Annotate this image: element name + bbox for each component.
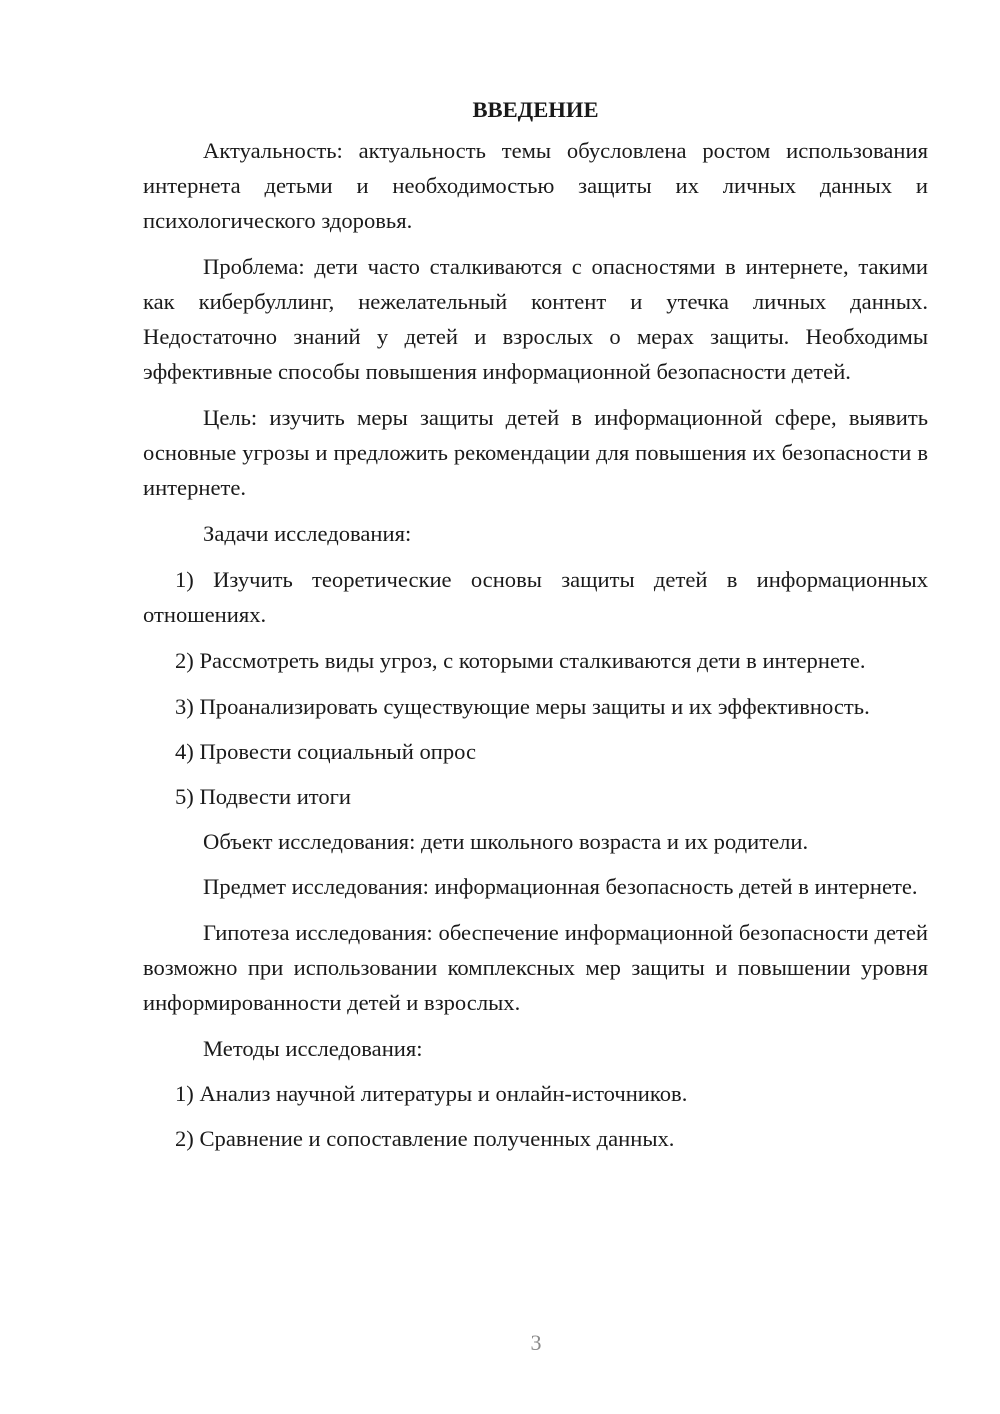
task-item-5: 5) Подвести итоги (175, 784, 352, 809)
tasks-title: Задачи исследования: (203, 521, 412, 546)
section-heading: ВВЕДЕНИЕ (472, 97, 599, 122)
task-item-2: 2) Рассмотреть виды угроз, с которыми сталкиваются дети в интернете. (175, 648, 866, 673)
task-item-3: 3) Проанализировать существующие меры защиты и их эффективность. (175, 694, 870, 719)
paragraph-problem: Проблема: дети часто сталкиваются с опасностями в интернете, такими как кибербуллинг, нежелательный контент и утечка личных данных. Недостаточно знаний у детей и взрослых о мерах защиты. Необходимы эффективные способы повышения информационной безопасности детей. (143, 254, 928, 384)
page-number: 3 (530, 1330, 542, 1355)
paragraph-relevance: Актуальность: актуальность темы обусловлена ростом использования интернета детьми и необходимостью защиты их личных данных и психологического здоровья. (143, 138, 928, 233)
method-item-2: 2) Сравнение и сопоставление полученных данных. (175, 1126, 675, 1151)
paragraph-hypothesis: Гипотеза исследования: обеспечение информационной безопасности детей возможно при использовании комплексных мер защиты и повышении уровня информированности детей и взрослых. (143, 920, 928, 1015)
methods-title: Методы исследования: (203, 1036, 423, 1061)
paragraph-subject: Предмет исследования: информационная безопасность детей в интернете. (203, 874, 918, 899)
method-item-1: 1) Анализ научной литературы и онлайн-источников. (175, 1081, 688, 1106)
task-item-4: 4) Провести социальный опрос (175, 739, 477, 764)
paragraph-goal: Цель: изучить меры защиты детей в информационной сфере, выявить основные угрозы и предложить рекомендации для повышения их безопасности в интернете. (143, 405, 928, 500)
paragraph-object: Объект исследования: дети школьного возраста и их родители. (203, 829, 809, 854)
document-body (143, 92, 928, 1156)
task-item-1: 1) Изучить теоретические основы защиты детей в информационных отношениях. (143, 567, 928, 627)
